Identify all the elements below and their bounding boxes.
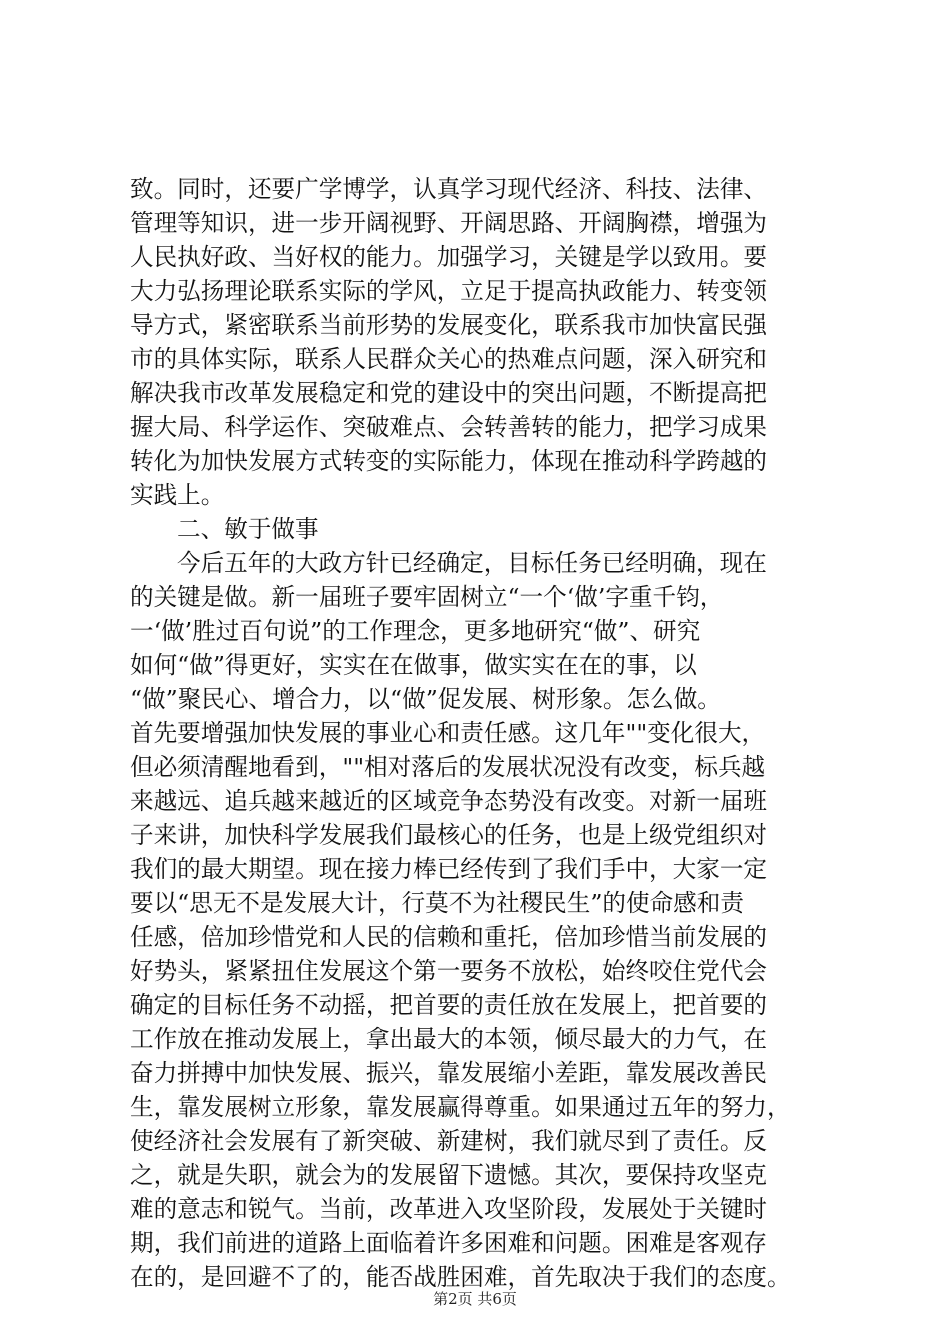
text-line: 转化为加快发展方式转变的实际能力，体现在推动科学跨越的 bbox=[130, 447, 768, 475]
text-line: 子来讲，加快科学发展我们最核心的任务，也是上级党组织对 bbox=[130, 821, 768, 849]
text-line: 的关键是做。新一届班子要牢固树立“一个‘做’字重千钧， bbox=[130, 583, 724, 611]
text-line: 使经济社会发展有了新突破、新建树，我们就尽到了责任。反 bbox=[130, 1127, 768, 1155]
text-line: 实践上。 bbox=[130, 481, 225, 509]
text-line: 生，靠发展树立形象，靠发展赢得尊重。如果通过五年的努力， bbox=[130, 1093, 791, 1121]
text-line: 期，我们前进的道路上面临着许多困难和问题。困难是客观存 bbox=[130, 1229, 768, 1257]
text-line: 确定的目标任务不动摇，把首要的责任放在发展上，把首要的 bbox=[130, 991, 768, 1019]
text-line: 管理等知识，进一步开阔视野、开阔思路、开阔胸襟，增强为 bbox=[130, 209, 768, 237]
text-line: 二、敏于做事 bbox=[177, 515, 319, 543]
text-line: 要以“思无不是发展大计，行莫不为社稷民生”的使命感和责 bbox=[130, 889, 744, 917]
text-line: 难的意志和锐气。当前，改革进入攻坚阶段，发展处于关键时 bbox=[130, 1195, 768, 1223]
text-line: 在的，是回避不了的，能否战胜困难，首先取决于我们的态度。 bbox=[130, 1263, 791, 1291]
text-line: 首先要增强加快发展的事业心和责任感。这几年""变化很大， bbox=[130, 719, 766, 747]
text-line: 握大局、科学运作、突破难点、会转善转的能力，把学习成果 bbox=[130, 413, 768, 441]
text-line: 任感，倍加珍惜党和人民的信赖和重托，倍加珍惜当前发展的 bbox=[130, 923, 768, 951]
text-line: 如何“做”得更好，实实在在做事，做实实在在的事，以 bbox=[130, 651, 697, 679]
text-line: 致。同时，还要广学博学，认真学习现代经济、科技、法律、 bbox=[130, 175, 768, 203]
text-line: 我们的最大期望。现在接力棒已经传到了我们手中，大家一定 bbox=[130, 855, 768, 883]
text-line: 之，就是失职，就会为的发展留下遗憾。其次，要保持攻坚克 bbox=[130, 1161, 768, 1189]
text-line: 来越远、追兵越来越近的区域竞争态势没有改变。对新一届班 bbox=[130, 787, 768, 815]
text-line: 奋力拼搏中加快发展、振兴，靠发展缩小差距，靠发展改善民 bbox=[130, 1059, 768, 1087]
body-text bbox=[130, 172, 840, 1294]
text-line: 今后五年的大政方针已经确定，目标任务已经明确，现在 bbox=[177, 549, 767, 577]
text-line: 导方式，紧密联系当前形势的发展变化，联系我市加快富民强 bbox=[130, 311, 768, 339]
page-number-footer: 第2页 共6页 bbox=[433, 1290, 517, 1308]
text-line: 工作放在推动发展上，拿出最大的本领，倾尽最大的力气，在 bbox=[130, 1025, 768, 1053]
text-line: 但必须清醒地看到，""相对落后的发展状况没有改变，标兵越 bbox=[130, 753, 766, 781]
text-line: 市的具体实际，联系人民群众关心的热难点问题，深入研究和 bbox=[130, 345, 768, 373]
text-line: 人民执好政、当好权的能力。加强学习，关键是学以致用。要 bbox=[130, 243, 768, 271]
text-line: 解决我市改革发展稳定和党的建设中的突出问题，不断提高把 bbox=[130, 379, 768, 407]
text-line: 好势头，紧紧扭住发展这个第一要务不放松，始终咬住党代会 bbox=[130, 957, 768, 985]
text-line: 一‘做’胜过百句说”的工作理念，更多地研究“做”、研究 bbox=[130, 617, 701, 645]
text-line: “做”聚民心、增合力，以“做”促发展、树形象。怎么做。 bbox=[130, 685, 721, 713]
text-line: 大力弘扬理论联系实际的学风，立足于提高执政能力、转变领 bbox=[130, 277, 768, 305]
